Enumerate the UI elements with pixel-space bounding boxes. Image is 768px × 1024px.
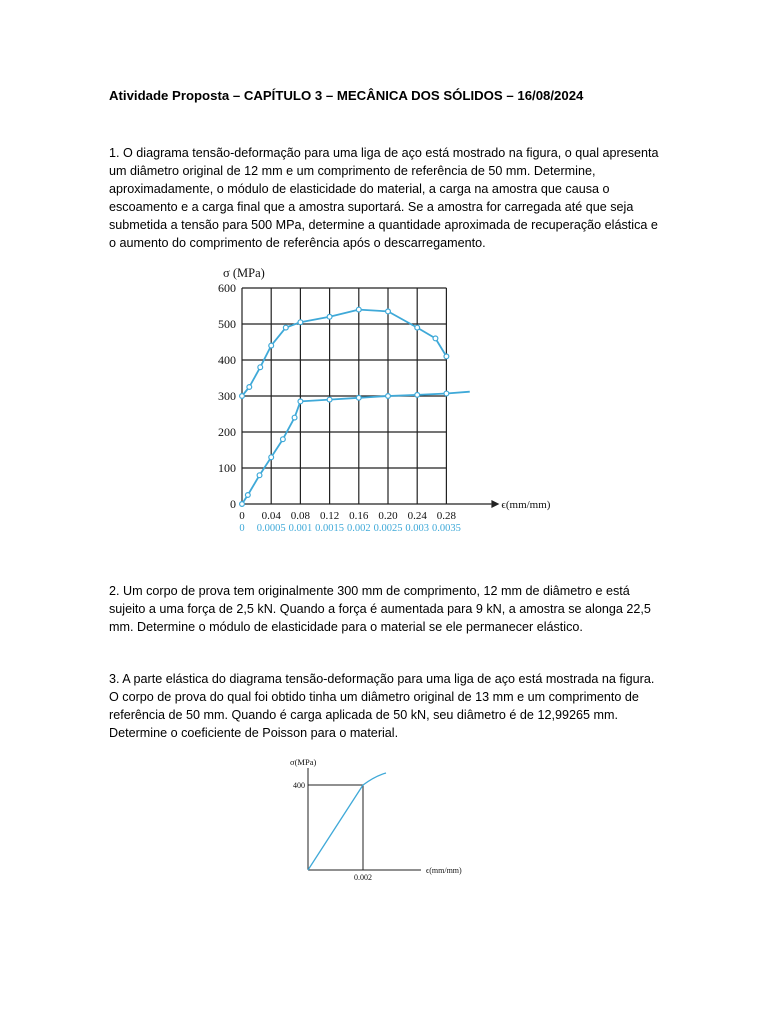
data-point bbox=[433, 336, 438, 341]
series-line-2 bbox=[242, 392, 470, 504]
data-point bbox=[415, 393, 420, 398]
x-tick-label-lower: 0.003 bbox=[405, 523, 430, 534]
data-point bbox=[327, 397, 332, 402]
x-tick-label-upper: 0.08 bbox=[290, 510, 311, 522]
x-axis-arrow bbox=[491, 500, 499, 508]
y-axis-label: σ (MPa) bbox=[223, 266, 265, 280]
data-point bbox=[247, 385, 252, 390]
data-point bbox=[280, 437, 285, 442]
x-axis-label: ϵ(mm/mm) bbox=[426, 866, 462, 875]
data-point bbox=[257, 473, 262, 478]
data-point bbox=[298, 320, 303, 325]
x-tick-label-upper: 0.20 bbox=[378, 510, 398, 522]
data-point bbox=[240, 502, 245, 507]
data-point bbox=[298, 399, 303, 404]
y-tick-label: 200 bbox=[218, 425, 236, 439]
plastic-curve bbox=[363, 773, 386, 785]
data-point bbox=[356, 307, 361, 312]
x-tick-label-lower: 0 bbox=[239, 523, 245, 534]
x-tick-label-upper: 0.12 bbox=[319, 510, 340, 522]
data-point bbox=[444, 391, 449, 396]
stress-strain-chart-1 bbox=[203, 258, 565, 542]
elastic-line bbox=[308, 785, 363, 870]
page-title: Atividade Proposta – CAPÍTULO 3 – MECÂNICA DOS SÓLIDOS – 16/08/2024 bbox=[109, 88, 584, 103]
x-tick-label: 0.002 bbox=[354, 873, 372, 882]
problem-1-text: 1. O diagrama tensão-deformação para uma liga de aço está mostrado na figura, o qual apresenta um diâmetro original de 12 mm e um comprimento de referência de 50 mm. Determine, aproximadamente, o módulo de elasticidade do material, a carga na amostra que causa o escoamento e a carga final que a amostra suportará. Se a amostra for carregada até que seja submetida a tensão para 500 MPa, determine a quantidade aproximada de recuperação elástica e o aumento do comprimento de referência após o descarregamento. bbox=[109, 146, 659, 250]
data-point bbox=[240, 394, 245, 399]
y-tick-label: 400 bbox=[293, 781, 305, 790]
data-point bbox=[258, 365, 263, 370]
x-tick-label-upper: 0.04 bbox=[261, 510, 281, 522]
y-tick-label: 400 bbox=[218, 353, 236, 367]
y-tick-label: 0 bbox=[230, 497, 236, 511]
stress-strain-figure-1 bbox=[203, 258, 565, 542]
stress-strain-figure-2 bbox=[286, 754, 482, 882]
problem-2-text: 2. Um corpo de prova tem originalmente 300 mm de comprimento, 12 mm de diâmetro e está sujeito a uma força de 2,5 kN. Quando a força é aumentada para 9 kN, a amostra se alonga 22,5 mm. Determine o módulo de elasticidade para o material se ele permanecer elástico. bbox=[109, 584, 651, 634]
data-point bbox=[292, 415, 297, 420]
y-axis-label: σ(MPa) bbox=[290, 757, 317, 767]
x-tick-label-lower: 0.0005 bbox=[256, 523, 286, 534]
y-tick-label: 300 bbox=[218, 389, 236, 403]
data-point bbox=[444, 354, 449, 359]
x-tick-label-upper: 0.28 bbox=[436, 510, 457, 522]
data-point bbox=[415, 325, 420, 330]
x-tick-label-lower: 0.001 bbox=[288, 523, 313, 534]
data-point bbox=[269, 455, 274, 460]
x-tick-label-lower: 0.0025 bbox=[373, 523, 403, 534]
stress-strain-chart-2 bbox=[286, 754, 482, 882]
data-point bbox=[283, 325, 288, 330]
x-tick-label-lower: 0.002 bbox=[346, 523, 371, 534]
x-tick-label-lower: 0.0035 bbox=[431, 523, 461, 534]
problem-3-text: 3. A parte elástica do diagrama tensão-deformação para uma liga de aço está mostrada na figura. O corpo de prova do qual foi obtido tinha um diâmetro original de 13 mm e um comprimento de referência de 50 mm. Quando é carga aplicada de 50 kN, seu diâmetro é de 12,99265 mm. Determine o coeficiente de Poisson para o material. bbox=[109, 672, 655, 740]
data-point bbox=[356, 395, 361, 400]
data-point bbox=[269, 343, 274, 348]
data-point bbox=[386, 309, 391, 314]
x-tick-label-upper: 0 bbox=[239, 510, 245, 522]
x-tick-label-lower: 0.0015 bbox=[315, 523, 345, 534]
y-tick-label: 600 bbox=[218, 281, 236, 295]
y-tick-label: 100 bbox=[218, 461, 236, 475]
x-tick-label-upper: 0.24 bbox=[407, 510, 427, 522]
data-point bbox=[245, 493, 250, 498]
data-point bbox=[327, 314, 332, 319]
x-axis-label: ϵ(mm/mm) bbox=[501, 499, 551, 511]
series-line-1 bbox=[242, 310, 446, 396]
x-tick-label-upper: 0.16 bbox=[349, 510, 369, 522]
data-point bbox=[386, 394, 391, 399]
y-tick-label: 500 bbox=[218, 317, 236, 331]
